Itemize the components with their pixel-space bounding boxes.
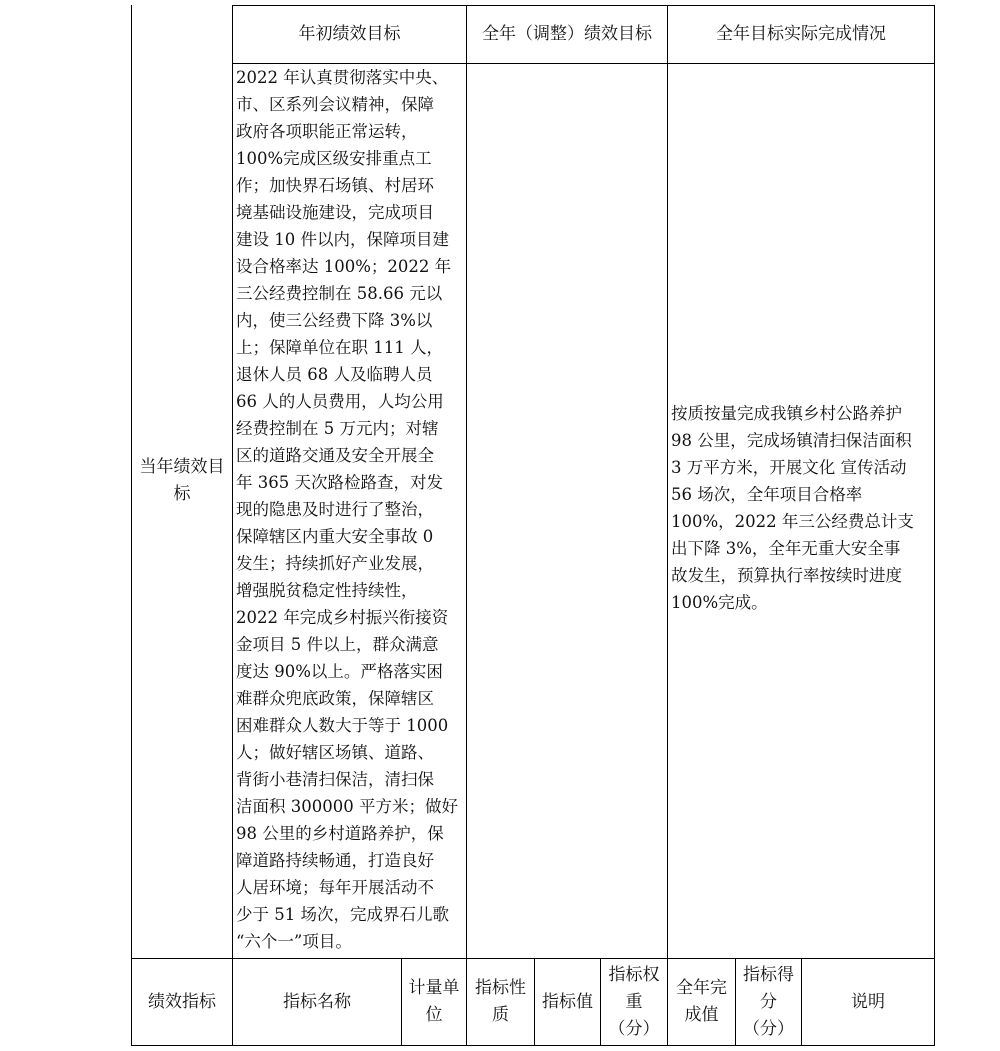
initial-goal-line: 发生；持续抓好产业发展，: [236, 554, 434, 573]
actual-completion-line: 100%，2022 年三公经费总计支: [671, 512, 914, 531]
initial-goal-line: 作；加快界石场镇、村居环: [236, 176, 434, 195]
header-actual-completion-label: 全年目标实际完成情况: [716, 24, 886, 44]
initial-goal-line: 境基础设施建设，完成项目: [236, 203, 434, 222]
header-indicator-name: [233, 959, 401, 1045]
row-label-line: 当年绩效目: [139, 457, 225, 477]
header-weight-line: （分）: [608, 1018, 660, 1039]
table-border-right: [934, 5, 935, 1046]
initial-goal-line: 增强脱贫稳定性持续性，: [236, 581, 418, 600]
actual-completion-text: [671, 400, 933, 616]
actual-completion-line: 3 万平方米，开展文化 宣传活动: [671, 458, 907, 477]
initial-goal-line: 人居环境；每年开展活动不: [236, 878, 434, 897]
initial-goal-line: 年 365 天次路检路查，对发: [236, 473, 443, 492]
table-divider-col1: [232, 5, 233, 1046]
initial-goal-line: 政府各项职能正常运转，: [236, 122, 418, 141]
table-border-left: [131, 5, 132, 1046]
header-weight-line: 重: [625, 991, 643, 1012]
actual-completion-line: 98 公里，完成场镇清扫保洁面积: [671, 431, 912, 450]
initial-goal-line: 现的隐患及时进行了整治，: [236, 500, 434, 519]
initial-goal-line: 退休人员 68 人及临聘人员: [236, 365, 433, 384]
initial-goal-line: 三公经费控制在 58.66 元以: [236, 284, 443, 303]
initial-goal-line: 度达 90%以上。严格落实困: [236, 662, 443, 681]
initial-goal-line: 66 人的人员费用，人均公用: [236, 392, 444, 411]
initial-goal-line: 区的道路交通及安全开展全: [236, 446, 434, 465]
initial-goal-text: [236, 64, 466, 955]
initial-goal-line: 难群众兜底政策，保障辖区: [236, 689, 434, 708]
initial-goal-line: 98 公里的乡村道路养护，保: [236, 824, 444, 843]
actual-completion-line: 100%完成。: [671, 593, 768, 612]
header-nature-line: 质: [492, 1005, 509, 1025]
header-actual-completion: [668, 6, 934, 63]
initial-goal-line: 保障辖区内重大安全事故 0: [236, 527, 434, 546]
header-weight-line: 指标权: [608, 964, 660, 985]
header-note: [802, 959, 934, 1045]
initial-goal-line: 困难群众人数大于等于 1000: [236, 716, 449, 735]
initial-goal-line: 内，使三公经费下降 3%以: [236, 311, 433, 330]
header-unit-line: 计量单: [408, 978, 460, 998]
table-border-bottom: [131, 1045, 935, 1046]
header-indicator-name-label: 指标名称: [283, 991, 351, 1012]
header-initial-goal-label: 年初绩效目标: [298, 24, 401, 44]
header-initial-goal: [233, 6, 466, 63]
header-annual-value-line: 全年完: [676, 978, 727, 998]
initial-goal-line: 障道路持续畅通，打造良好: [236, 851, 434, 870]
table-divider-col3: [667, 5, 668, 1046]
initial-goal-line: 少于 51 场次，完成界石儿歌: [236, 905, 449, 924]
header-value-label: 指标值: [542, 991, 593, 1012]
header-unit: [402, 959, 466, 1045]
header-performance-indicator-label: 绩效指标: [148, 991, 216, 1012]
header-score-line: 指标得: [743, 964, 794, 985]
header-score-line: （分）: [743, 1018, 794, 1039]
header-adjusted-goal: [467, 6, 667, 63]
initial-goal-line: 2022 年认真贯彻落实中央、: [236, 68, 449, 87]
header-nature-line: 指标性: [475, 978, 526, 998]
initial-goal-line: 100%完成区级安排重点工: [236, 149, 432, 168]
header-note-label: 说明: [851, 991, 885, 1012]
actual-completion-line: 出下降 3%，全年无重大安全事: [671, 539, 901, 558]
header-score-line: 分: [760, 991, 777, 1012]
row-label-annual-goal: [132, 454, 232, 508]
header-unit-line: 位: [425, 1005, 443, 1025]
header-performance-indicator: [132, 959, 232, 1045]
initial-goal-line: 人；做好辖区场镇、道路、: [236, 743, 434, 762]
initial-goal-line: 建设 10 件以内，保障项目建: [236, 230, 449, 249]
initial-goal-line: 市、区系列会议精神，保障: [236, 95, 434, 114]
actual-completion-line: 故发生，预算执行率按续时进度: [671, 566, 902, 585]
initial-goal-line: 背街小巷清扫保洁，清扫保: [236, 770, 434, 789]
header-nature: [467, 959, 534, 1045]
initial-goal-line: 设合格率达 100%；2022 年: [236, 257, 452, 276]
actual-completion-line: 56 场次，全年项目合格率: [671, 485, 863, 504]
header-annual-value-line: 成值: [684, 1005, 719, 1025]
initial-goal-line: “六个一”项目。: [236, 932, 352, 951]
table-divider-col2: [466, 5, 467, 1046]
initial-goal-line: 洁面积 300000 平方米；做好: [236, 797, 458, 816]
row-label-line: 标: [173, 484, 191, 504]
initial-goal-line: 上；保障单位在职 111 人，: [236, 338, 443, 357]
header-adjusted-goal-label: 全年（调整）绩效目标: [482, 24, 652, 44]
header-annual-value: [668, 959, 735, 1045]
initial-goal-line: 经费控制在 5 万元内；对辖: [236, 419, 439, 438]
header-score: [736, 959, 801, 1045]
header-value: [535, 959, 600, 1045]
header-weight: [601, 959, 667, 1045]
initial-goal-line: 金项目 5 件以上，群众满意: [236, 635, 439, 654]
actual-completion-line: 按质按量完成我镇乡村公路养护: [671, 404, 902, 423]
initial-goal-line: 2022 年完成乡村振兴衔接资: [236, 608, 449, 627]
